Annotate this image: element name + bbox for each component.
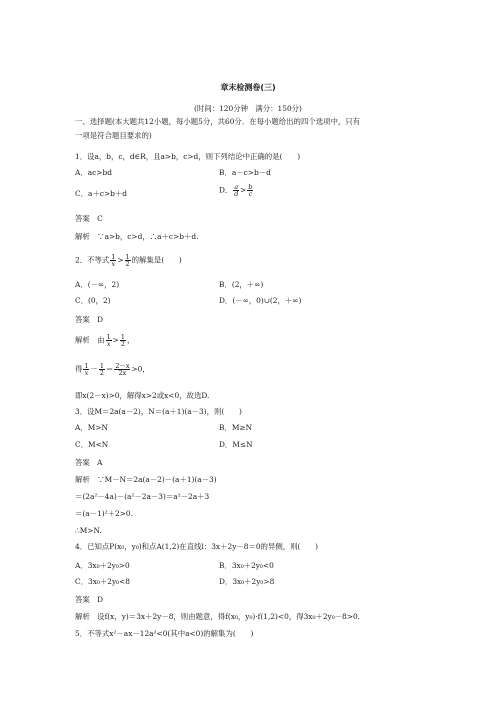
q2-answer: 答案 D bbox=[75, 315, 104, 324]
q2-option-a: A．(－∞，2) bbox=[75, 280, 120, 289]
q3-analysis-line-2: ＝(2a²－4a)－(a²－2a－3)＝a²－2a＋3 bbox=[75, 492, 210, 501]
q4-option-a: A．3x₀＋2y₀>0 bbox=[75, 561, 130, 570]
q2-option-d: D．(－∞，0)∪(2，＋∞) bbox=[219, 296, 302, 305]
q3-option-b: B．M≥N bbox=[219, 423, 253, 432]
q2-step-frac-1: $\frac{1}{x}$ bbox=[84, 362, 89, 377]
q1-d-label: D． bbox=[219, 185, 233, 195]
q1-d-frac-1: $\frac{a}{d}$ bbox=[234, 183, 239, 198]
q4-answer: 答案 D bbox=[75, 595, 104, 604]
q4-option-d: D．3x₀＋2y₀>8 bbox=[219, 577, 275, 586]
section-intro-line-1: 一、选择题(本大题共12小题，每小题5分，共60分．在每小题给出的四个选项中，只有 bbox=[75, 117, 361, 126]
q2-conclusion: 即x(2－x)>0，解得x>2或x<0，故选D. bbox=[75, 391, 210, 400]
q2-option-b: B．(2，＋∞) bbox=[219, 280, 264, 289]
q1-analysis: 解析 ∵a>b，c>d，∴a＋c>b＋d. bbox=[75, 232, 199, 241]
q3-analysis: 解析 ∵M－N＝2a(a－2)－(a＋1)(a－3) bbox=[75, 475, 217, 484]
q4-option-b: B．3x₀＋2y₀<0 bbox=[219, 561, 274, 570]
page-title: 章末检测卷(三) bbox=[220, 83, 276, 92]
q2-step-frac-3: $\frac{2-x}{2x}$ bbox=[115, 362, 130, 377]
q1-option-a: A．ac>bd bbox=[75, 168, 112, 177]
q2-frac-2: $\frac{1}{2}$ bbox=[125, 253, 130, 268]
q2-step: 得 $\frac{1}{x}$ － $\frac{1}{2}$ ＝ $\frac{2-x}{2x}$ >0， bbox=[75, 362, 150, 377]
q4-analysis: 解析 设f(x，y)＝3x＋2y－8，则由题意，得f(x₀，y₀)·f(1,2)<0，得3x₀＋2y₀－8>0. bbox=[75, 612, 360, 621]
q1-stem: 1．设a，b，c，d∈R，且a>b，c>d，则下列结论中正确的是( ) bbox=[75, 152, 301, 161]
q1-option-b: B．a－c>b－d bbox=[219, 168, 271, 177]
q1-option-c: C．a＋c>b＋d bbox=[75, 189, 128, 198]
q2-option-c: C．(0，2) bbox=[75, 296, 111, 305]
q3-stem: 3．设M＝2a(a－2)，N＝(a＋1)(a－3)，则( ) bbox=[75, 407, 242, 416]
q3-analysis-line-4: ∴M>N. bbox=[75, 526, 102, 535]
q4-stem: 4．已知点P(x₀，y₀)和点A(1,2)在直线l：3x＋2y－8＝0的异侧，则( ) bbox=[75, 542, 319, 551]
q2-frac-1: $\frac{1}{x}$ bbox=[111, 253, 116, 268]
q3-option-d: D．M≤N bbox=[219, 440, 253, 449]
section-intro-line-2: 一项是符合题目要求的) bbox=[75, 131, 152, 140]
q1-option-d: D． $\frac{a}{d}$ > $\frac{b}{c}$ bbox=[219, 183, 253, 198]
q2-analysis-frac-1: $\frac{1}{x}$ bbox=[106, 333, 111, 348]
q2-step-frac-2: $\frac{1}{2}$ bbox=[99, 362, 104, 377]
q1-answer: 答案 C bbox=[75, 214, 103, 223]
q2-analysis-frac-2: $\frac{1}{2}$ bbox=[120, 333, 125, 348]
q2-stem: 2．不等式 $\frac{1}{x}$ > $\frac{1}{2}$ 的解集是( ) bbox=[75, 253, 182, 268]
q3-answer: 答案 A bbox=[75, 458, 103, 467]
exam-info: (时间：120分钟 满分：150分) bbox=[194, 104, 302, 113]
q4-option-c: C．3x₀＋2y₀<8 bbox=[75, 577, 131, 586]
q2-analysis: 解析 由 $\frac{1}{x}$ > $\frac{1}{2}$ ， bbox=[75, 333, 135, 348]
q3-option-c: C．M<N bbox=[75, 440, 109, 449]
q5-stem: 5．不等式x²－ax－12a²<0(其中a<0)的解集为( ) bbox=[75, 629, 254, 638]
q3-analysis-line-3: ＝(a－1)²＋2>0. bbox=[75, 509, 133, 518]
q1-d-frac-2: $\frac{b}{c}$ bbox=[248, 183, 253, 198]
q3-option-a: A．M>N bbox=[75, 423, 108, 432]
